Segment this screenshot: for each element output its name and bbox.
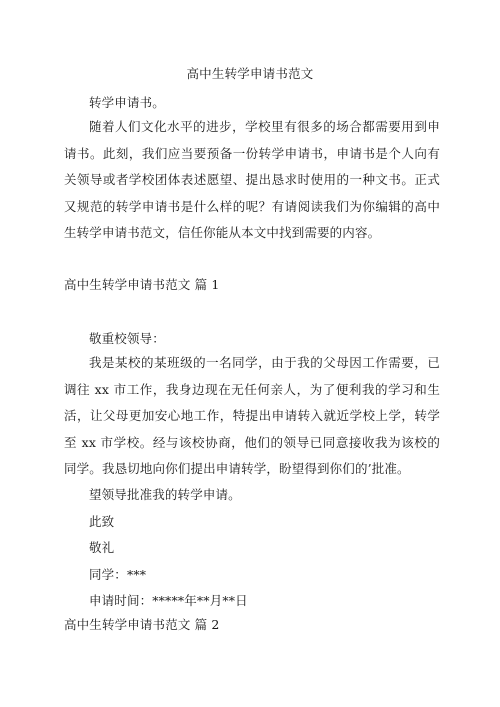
salutation: 敬重校领导： <box>89 331 165 346</box>
student-signature: 同学：*** <box>89 567 147 582</box>
section-2-heading: 高中生转学申请书范文 篇 2 <box>64 617 220 632</box>
closing-ci-zhi: 此致 <box>89 514 115 529</box>
body-paragraph: 我是某校的某班级的一名同学，由于我的父母因工作需要，已调往 xx 市工作，我身边现在无任何亲人，为了便利我的学习和生活，让父母更加安心地工作，特提出申请转入就近学校上学，转学至 xx 市学校。经与该校协商，他们的领导已同意接收我为该校的同学。我恳切地向你们提出申请转学，盼望得到你们的’批准。 <box>64 355 440 476</box>
application-date: 申请时间：*****年**月**日 <box>89 593 248 608</box>
closing-jing-li: 敬礼 <box>89 540 115 555</box>
request-line: 望领导批准我的转学申请。 <box>89 487 241 502</box>
section-1-heading: 高中生转学申请书范文 篇 1 <box>64 277 220 292</box>
intro-heading: 转学申请书。 <box>89 95 165 110</box>
document-title: 高中生转学申请书范文 <box>186 66 314 81</box>
intro-paragraph: 随着人们文化水平的进步，学校里有很多的场合都需要用到申请书。此刻，我们应当要预备一份转学申请书，申请书是个人向有关领导或者学校团体表述愿望、提出恳求时使用的一种文书。正式又规范的转学申请书是什么样的呢？有请阅读我们为你编辑的高中生转学申请书范文，信任你能从本文中找到需要的内容。 <box>64 119 440 240</box>
